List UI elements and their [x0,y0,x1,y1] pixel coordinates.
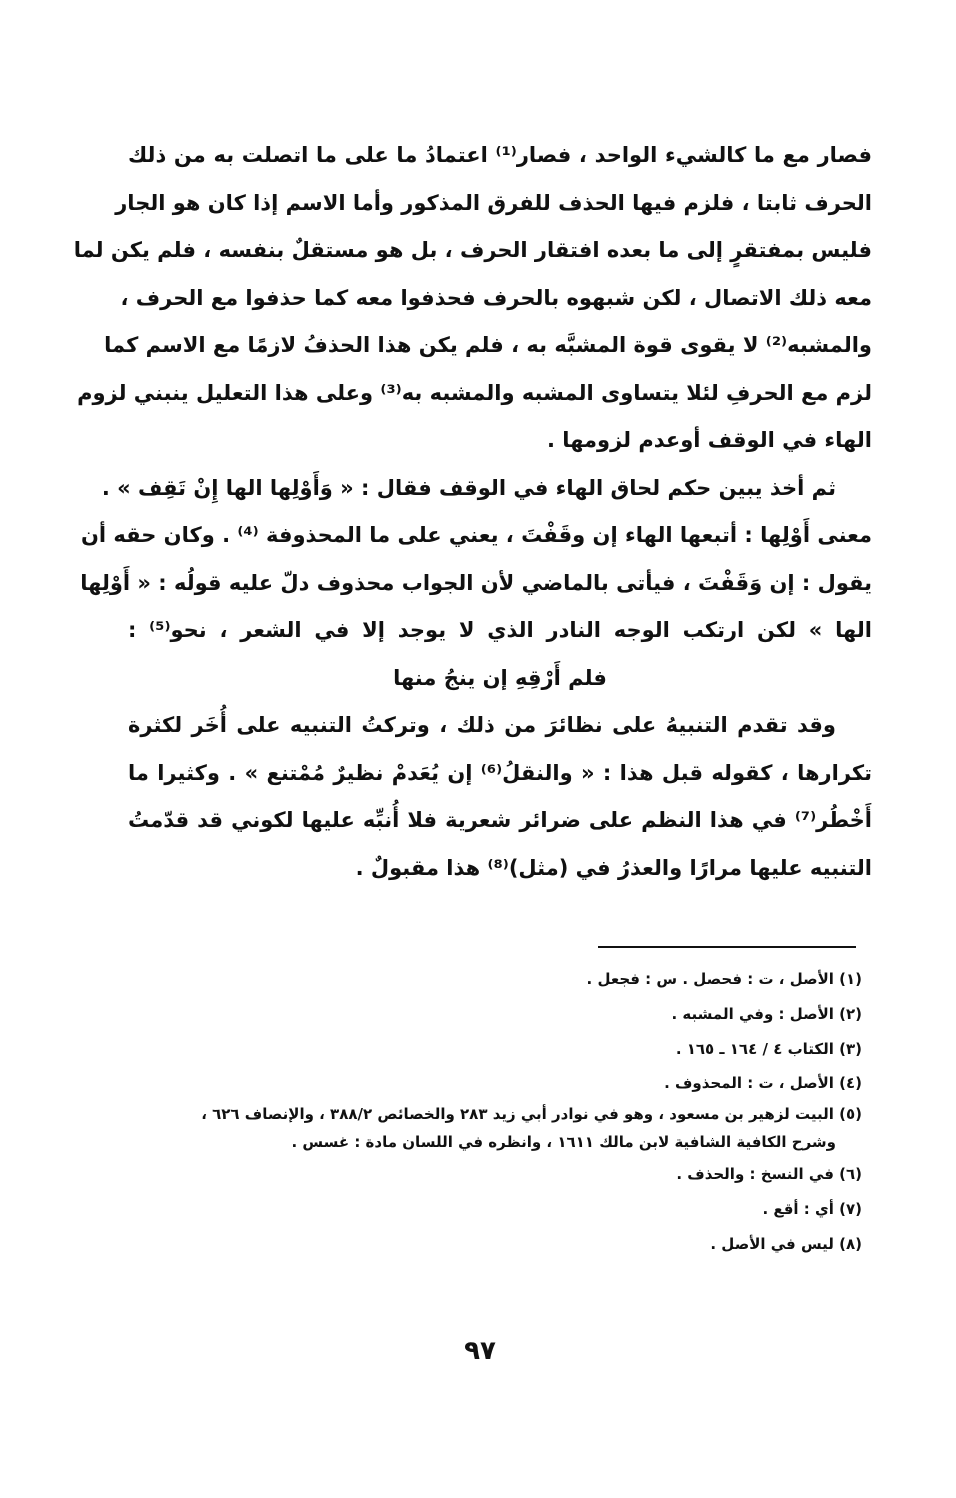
footnote: (٦) في النسخ : والحذف . [676,1165,862,1184]
text-line: يقول : إن وَقَفْتَ ، فيأتى بالماضي لأن الجواب محذوف دلّ عليه قولُه : « أَوْلِها [80,570,872,595]
text-line: معه ذلك الاتصال ، لكن شبهوه بالحرف فحذفوا معه كما حذفوا مع الحرف ، [120,285,872,310]
verse-line: فلم أَرْقِهِ إن ينجُ منها [393,665,607,690]
text-line: فليس بمفتقرٍ إلى ما بعده افتقار الحرف ، بل هو مستقلٌ بنفسه ، فلم يكن لما [73,238,872,262]
text-line: فصار مع ما كالشيء الواحد ، فصار⁽¹⁾ اعتمادُ ما على ما اتصلت به من ذلك [128,143,872,167]
footnote: (٣) الكتاب ٤ / ١٦٤ ـ ١٦٥ . [675,1039,862,1058]
footnotes [110,962,862,1262]
footnote: (٥) البيت لزهير بن مسعود ، وهو في نوادر أبي زيد ٢٨٣ والخصائص ٣٨٨/٢ ، والإنصاف ٦٢٦ ، [201,1105,862,1124]
text-line: الحرف ثابتا ، فلزم فيها الحذف للفرق المذكور وأما الاسم إذا كان هو الجار [115,190,872,215]
footnote-separator [598,946,856,948]
text-line: تكرارها ، كقوله قبل هذا : « والنقلُ⁽⁶⁾ إن يُعَدمْ نظيرٌ مُمْتنع » . وكثيرا ما [128,760,873,785]
text-line: الها » لكن ارتكب الوجه النادر الذي لا يوجد إلا في الشعر ، نحو⁽⁵⁾ : [128,618,872,642]
text-line: والمشبه⁽²⁾ لا يقوى قوة المشبَّه به ، فلم يكن هذا الحذفُ لازمًا مع الاسم كما [104,333,872,357]
text-line: وقد تقدم التنبيهُ على نظائرَ من ذلك ، وتركتُ التنبيه على أُخَر لكثرة [128,713,836,737]
footnote: (١) الأصل ، ت : فحصل . س : فجعل . [586,970,862,988]
page-number: ٩٧ [464,1336,496,1366]
text-line: التنبيه عليها مرارًا والعذرُ في (مثل)⁽⁸⁾ هذا مقبولٌ . [355,855,872,880]
text-line: لزم مع الحرفِ لئلا يتساوى المشبه والمشبه به⁽³⁾ وعلى هذا التعليل ينبني لزوم [77,380,872,405]
text-line: ثم أخذ يبين حكم لحاق الهاء في الوقف فقال : « وَأَوْلِها الها إِنْ تَقِف » . [101,475,836,500]
text-line: معنى أَوْلِها : أتبعها الهاء إن وقَفْتَ ، يعني على ما المحذوفة ⁽⁴⁾ . وكان حقه أن [80,523,872,547]
text-line: الهاء في الوقف أوعدم لزومها . [547,428,872,452]
footnote: (٤) الأصل ، ت : المحذوف . [664,1074,862,1093]
footnote: (٢) الأصل : وفي المشبه . [671,1004,862,1023]
footnote: (٨) ليس في الأصل . [710,1234,862,1253]
footnote-continuation: وشرح الكافية الشافية لابن مالك ١٦١١ ، وانظره في اللسان مادة : غسس . [291,1133,836,1152]
footnote: (٧) أي : أقع . [762,1199,862,1218]
text-line: أَخْطُر⁽⁷⁾ في هذا النظم على ضرائر شعرية فلا أُنبِّه عليها لكوني قد قدّمتُ [128,808,872,832]
main-text [73,132,873,892]
